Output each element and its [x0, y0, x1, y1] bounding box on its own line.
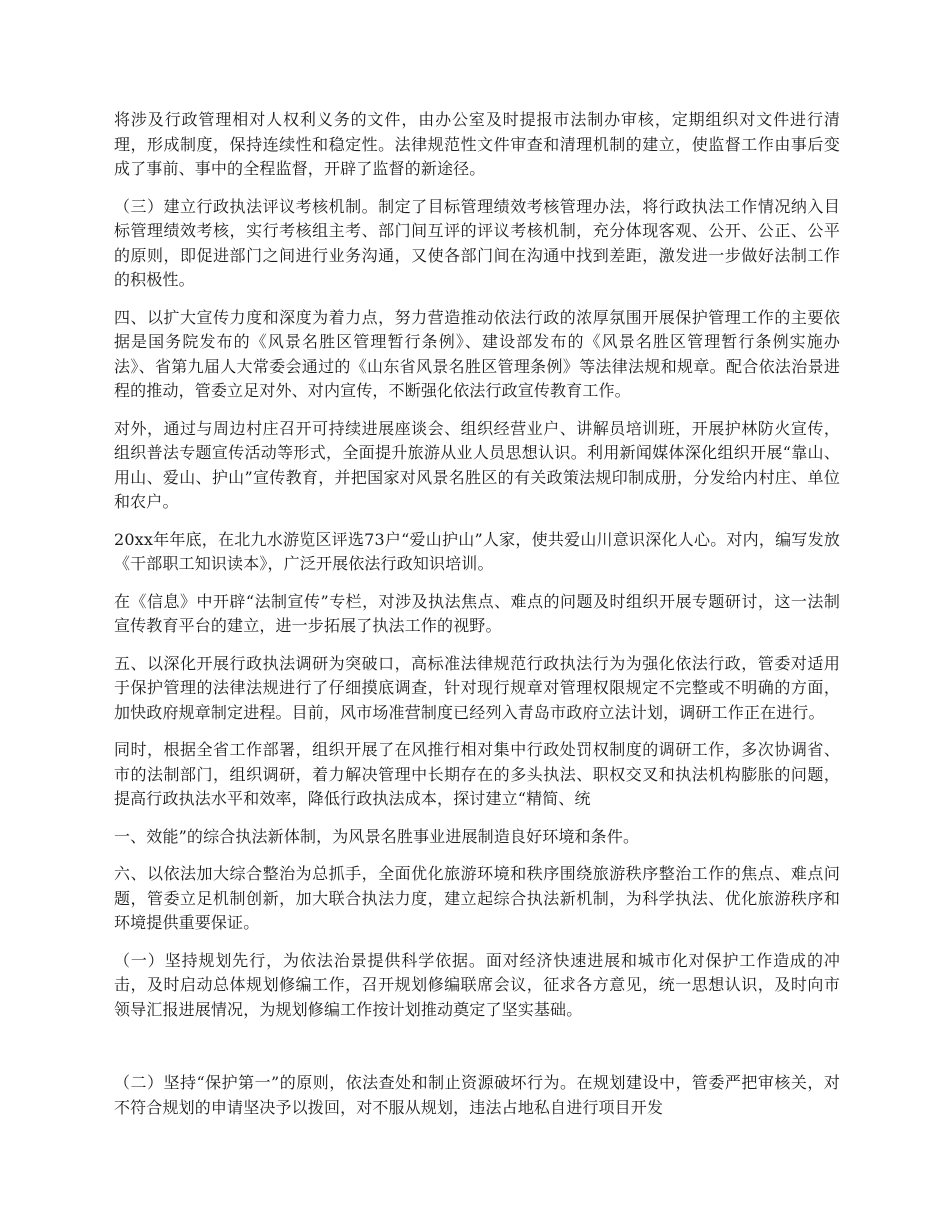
paragraph-document-review: 将涉及行政管理相对人权利义务的文件，由办公室及时提报市法制办审核，定期组织对文件进行清理，形成制度，保持连续性和稳定性。法律规范性文件审查和清理机制的建立，使监督工作由事后变成了事前、事中的全程监督，开辟了监督的新途径。 [114, 110, 840, 178]
page-gap [114, 1035, 840, 1071]
paragraph-research-section-five: 五、以深化开展行政执法调研为突破口，高标准法律规范行政执法行为为强化依法行政，管委对适用于保护管理的法律法规进行了仔细摸底调查，针对现行规章对管理权限规定不完整或不明确的方面，加快政府规章制定进程。目前，风市场准营制度已经列入青岛市政府立法计划，调研工作正在进行。 [114, 653, 840, 722]
paragraph-protection-first: （二）坚持“保护第一”的原则，依法查处和制止资源破坏行为。在规划建设中，管委严把审核关，对不符合规划的申请坚决予以拨回，对不服从规划，违法占地私自进行项目开发 [114, 1073, 840, 1117]
document-body [114, 108, 840, 1133]
paragraph-provincial-research: 同时，根据全省工作部署，组织开展了在风推行相对集中行政处罚权制度的调研工作，多次协调省、市的法制部门，组织调研，着力解决管理中长期存在的多头执法、职权交叉和执法机构膨胀的问题，提高行政执法水平和效率，降低行政执法成本，探讨建立“精简、统 [114, 740, 840, 808]
paragraph-external-publicity: 对外，通过与周边村庄召开可持续进展座谈会、组织经营业户、讲解员培训班，开展护林防火宣传，组织普法专题宣传活动等形式，全面提升旅游从业人员思想认识。利用新闻媒体深化组织开展“靠山、用山、爱山、护山”宣传教育，并把国家对风景名胜区的有关政策法规印制成册，分发给内村庄、单位和农户。 [114, 418, 840, 511]
paragraph-planning-first: （一）坚持规划先行，为依法治景提供科学依据。面对经济快速进展和城市化对保护工作造成的冲击，及时启动总体规划修编工作，召开规划修编联席会议，征求各方意见，统一思想认识，及时向市领导汇报进展情况，为规划修编工作按计划推动奠定了坚实基础。 [114, 950, 840, 1019]
paragraph-household-selection: 20xx年年底，在北九水游览区评选73户“爱山护山”人家，使共爱山川意识深化人心。对内，编写发放《干部职工知识读本》，广泛开展依法行政知识培训。 [114, 529, 840, 573]
paragraph-efficiency-system: 一、效能”的综合执法新体制，为风景名胜事业进展制造良好环境和条件。 [114, 826, 640, 846]
paragraph-rectification-section-six: 六、以依法加大综合整治为总抓手，全面优化旅游环境和秩序围绕旅游秩序整治工作的焦点、难点问题，管委立足机制创新，加大联合执法力度，建立起综合执法新机制，为科学执法、优化旅游秩序和环境提供重要保证。 [114, 864, 840, 932]
paragraph-evaluation-mechanism: （三）建立行政执法评议考核机制。制定了目标管理绩效考核管理办法，将行政执法工作情况纳入目标管理绩效考核，实行考核组主考、部门间互评的评议考核机制，充分体现客观、公开、公正、公平的原则，即促进部门之间进行业务沟通，又使各部门间在沟通中找到差距，激发进一步做好法制工作的积极性。 [114, 196, 840, 289]
paragraph-legal-column: 在《信息》中开辟“法制宣传”专栏，对涉及执法焦点、难点的问题及时组织开展专题研讨，这一法制宣传教育平台的建立，进一步拓展了执法工作的视野。 [114, 591, 840, 635]
paragraph-publicity-section-four: 四、以扩大宣传力度和深度为着力点，努力营造推动依法行政的浓厚氛围开展保护管理工作的主要依据是国务院发布的《风景名胜区管理暂行条例》、建设部发布的《风景名胜区管理暂行条例实施办法》、省第九届人大常委会通过的《山东省风景名胜区管理条例》等法律法规和规章。配合依法治景进程的推动，管委立足对外、对内宣传，不断强化依法行政宣传教育工作。 [114, 307, 840, 400]
